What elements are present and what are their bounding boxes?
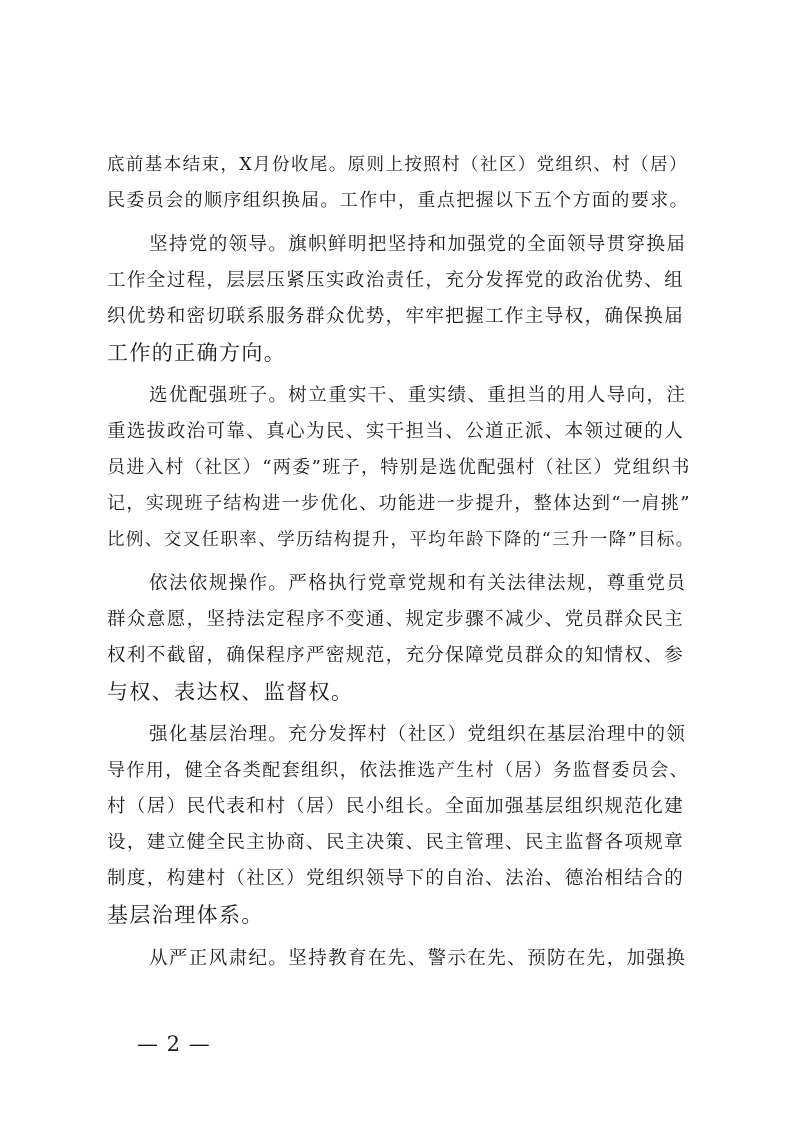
body-text-line: 与权、表达权、监督权。	[107, 680, 354, 704]
body-text-line: 设，建立健全民主协商、民主决策、民主管理、民主监督各项规章	[107, 832, 685, 853]
body-text-line: 员进入村（社区）“两委”班子，特别是选优配强村（社区）党组织书	[107, 457, 691, 478]
body-text-line: 底前基本结束，X月份收尾。原则上按照村（社区）党组织、村（居）	[107, 155, 688, 175]
body-text-line: 工作的正确方向。	[107, 341, 287, 365]
body-text-line: 导作用，健全各类配套组织，依法推选产生村（居）务监督委员会、	[107, 760, 689, 781]
body-text-line: 民委员会的顺序组织换届。工作中，重点把握以下五个方面的要求。	[107, 190, 689, 211]
body-text-line: 制度，构建村（社区）党组织领导下的自治、法治、德治相结合的	[107, 868, 685, 889]
page-number: — 2 —	[137, 1032, 211, 1056]
body-text-line: 基层治理体系。	[107, 903, 264, 927]
body-text-line: 重选拔政治可靠、真心为民、实干担当、公道正派、本领过硬的人	[107, 421, 685, 442]
paragraph-heading-line: 依法依规操作。严格执行党章党规和有关法律法规，尊重党员	[149, 573, 687, 594]
paragraph-heading-line: 强化基层治理。充分发挥村（社区）党组织在基层治理中的领	[149, 724, 687, 745]
body-text-line: 权利不截留，确保程序严密规范，充分保障党员群众的知情权、参	[107, 645, 685, 666]
body-text-line: 记，实现班子结构进一步优化、功能进一步提升，整体达到“一肩挑”	[107, 493, 691, 514]
body-text-line: 工作全过程，层层压紧压实政治责任，充分发挥党的政治优势、组	[107, 270, 685, 291]
body-text-line: 比例、交叉任职率、学历结构提升，平均年龄下降的“三升一降”目标。	[107, 530, 695, 550]
body-text-line: 群众意愿，坚持法定程序不变通、规定步骤不减少、党员群众民主	[107, 609, 685, 630]
body-text-line: 织优势和密切联系服务群众优势，牢牢把握工作主导权，确保换届	[107, 306, 685, 327]
paragraph-heading-line: 从严正风肃纪。坚持教育在先、警示在先、预防在先，加强换	[149, 948, 687, 969]
body-text-line: 村（居）民代表和村（居）民小组长。全面加强基层组织规范化建	[107, 796, 685, 817]
paragraph-heading-line: 选优配强班子。树立重实干、重实绩、重担当的用人导向，注	[149, 385, 687, 406]
paragraph-heading-line: 坚持党的领导。旗帜鲜明把坚持和加强党的全面领导贯穿换届	[149, 234, 687, 255]
